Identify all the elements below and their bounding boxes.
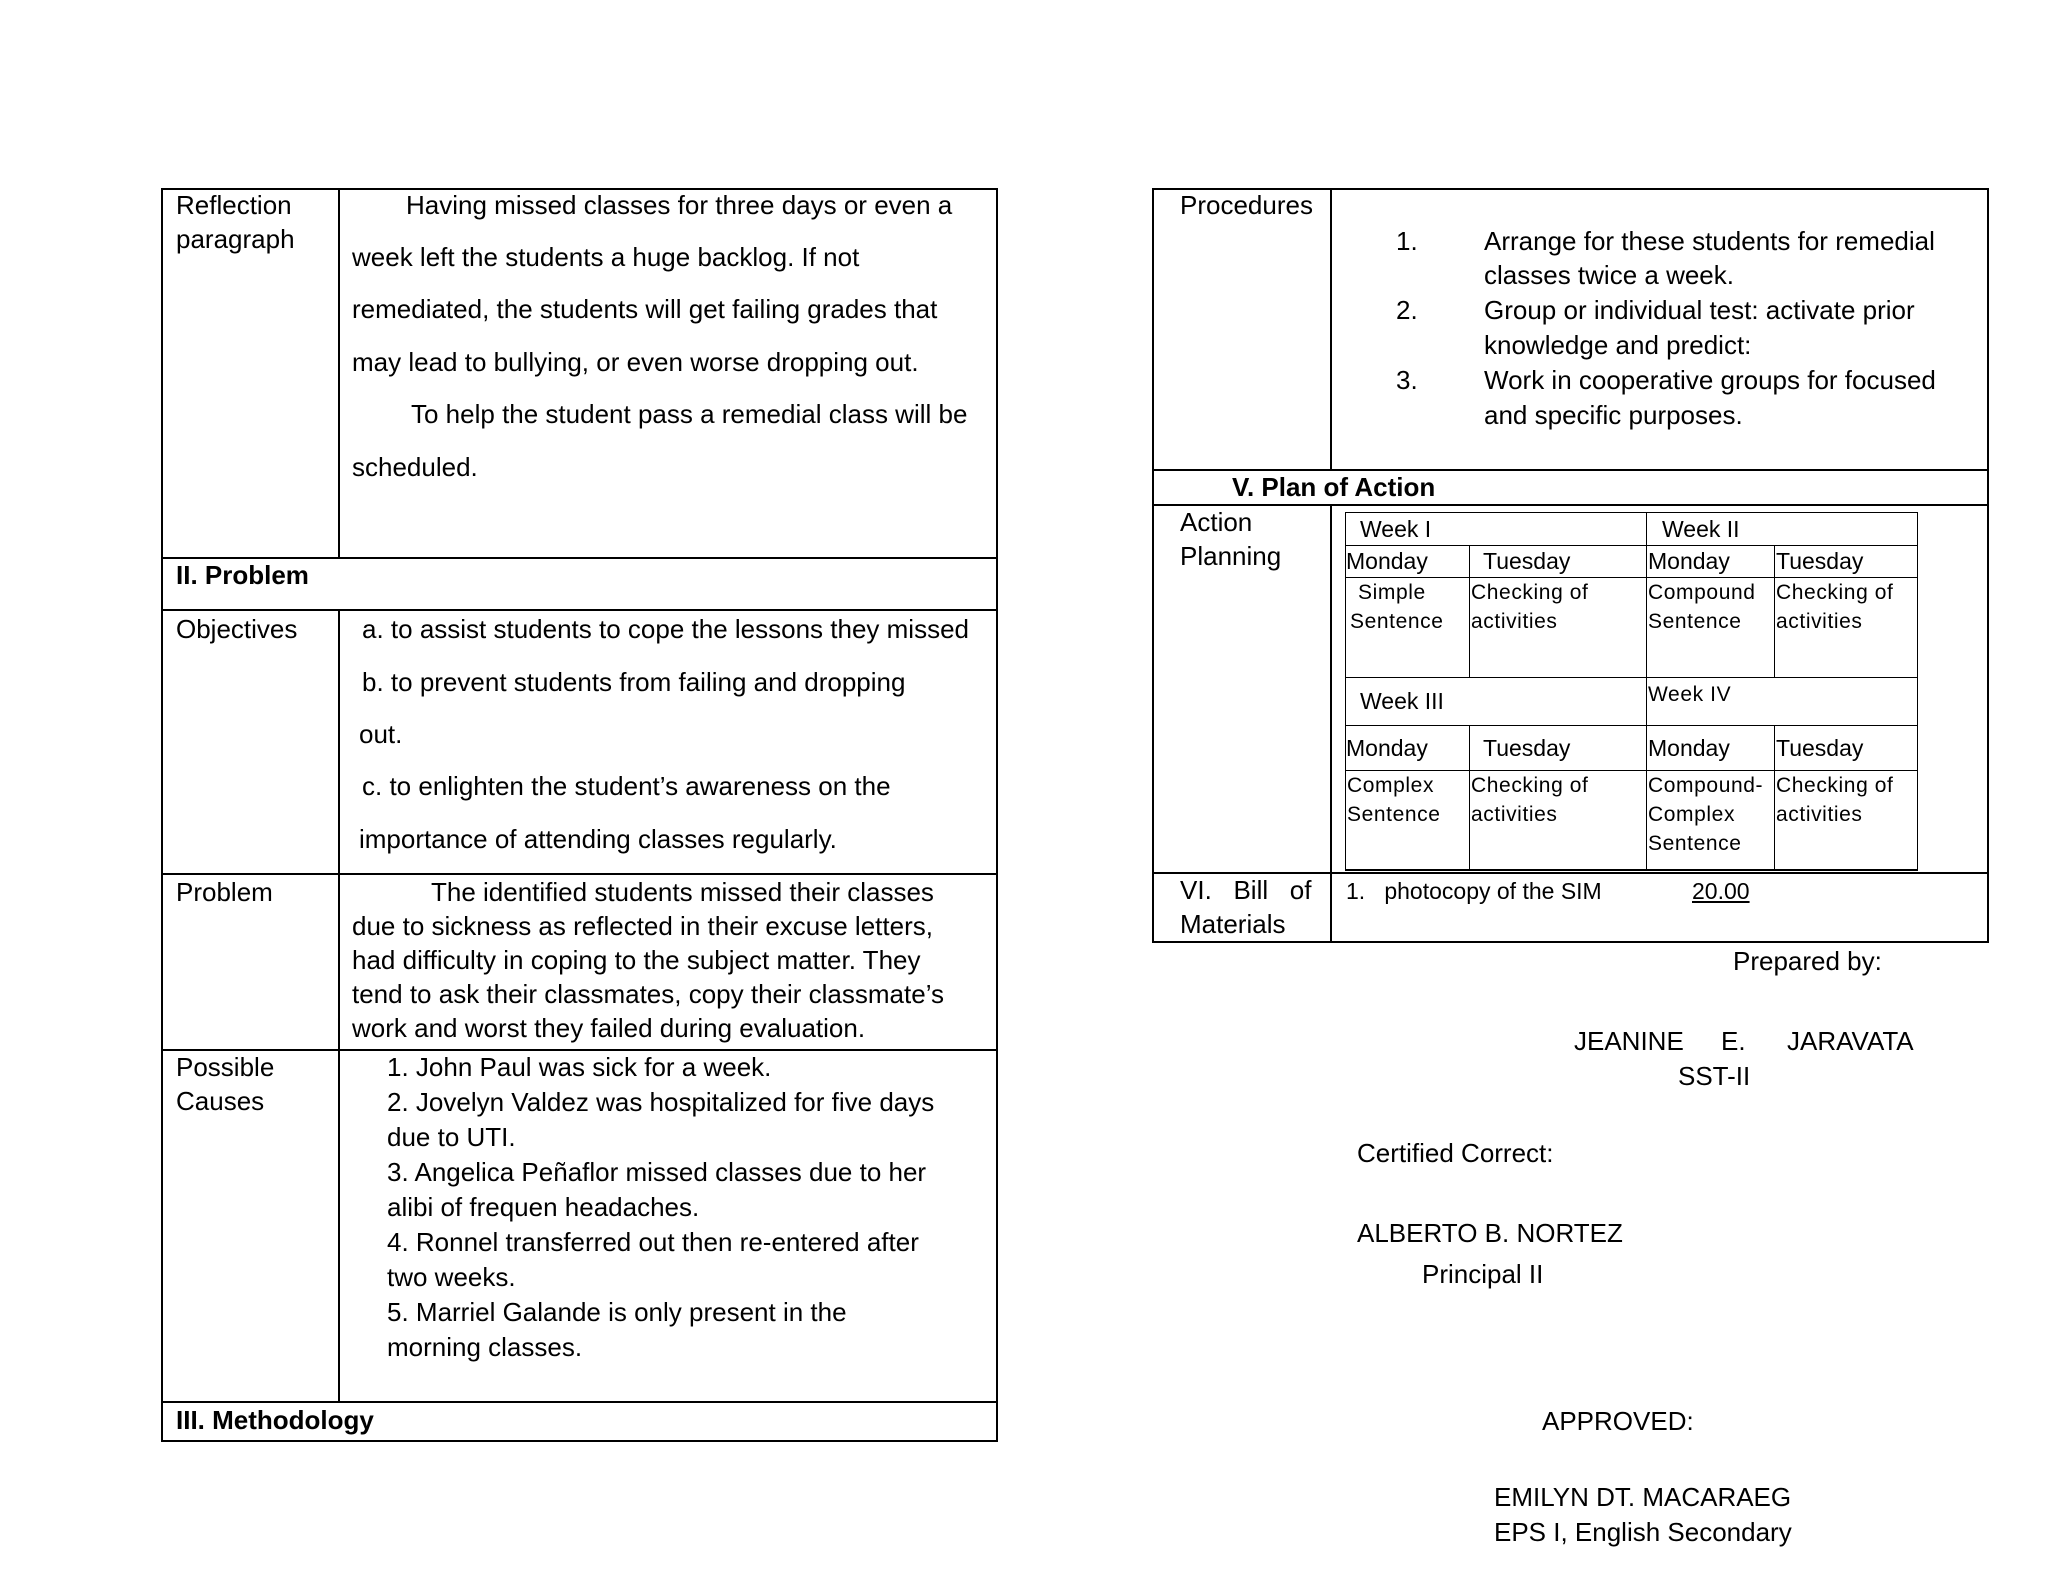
certifier-name: ALBERTO B. NORTEZ bbox=[1357, 1218, 1623, 1248]
objective-item: out. bbox=[359, 719, 403, 749]
bill-amount: 20.00 bbox=[1692, 878, 1750, 904]
objective-item: a. to assist students to cope the lessons they missed bbox=[362, 614, 969, 644]
table-border-right bbox=[996, 188, 998, 1442]
activity-cell: Compound Sentence bbox=[1648, 581, 1756, 633]
day-header: Monday bbox=[1346, 548, 1428, 574]
reflection-line: may lead to bullying, or even worse dropping out. bbox=[352, 347, 919, 377]
day-header: Tuesday bbox=[1483, 548, 1571, 574]
table-border-left bbox=[161, 188, 163, 1442]
day-header: Monday bbox=[1346, 735, 1428, 761]
col-divider bbox=[338, 188, 340, 558]
reflection-line: week left the students a huge backlog. If not bbox=[352, 242, 860, 272]
cause-item: 3. Angelica Peñaflor missed classes due to her bbox=[387, 1157, 927, 1187]
grid-line bbox=[1646, 512, 1647, 870]
procedure-text: Group or individual test: activate prior bbox=[1484, 295, 1915, 325]
col-divider bbox=[1330, 504, 1332, 942]
objective-item: b. to prevent students from failing and dropping bbox=[362, 667, 906, 697]
certifier-position: Principal II bbox=[1422, 1259, 1544, 1289]
procedure-number: 3. bbox=[1396, 365, 1418, 395]
bill-item: 1. photocopy of the SIM bbox=[1346, 878, 1602, 904]
cause-item: 5. Marriel Galande is only present in the bbox=[387, 1297, 847, 1327]
objective-item: c. to enlighten the student’s awareness on the bbox=[362, 771, 891, 801]
day-header: Monday bbox=[1648, 735, 1730, 761]
activity-cell: Checking of activities bbox=[1471, 581, 1589, 633]
day-header: Tuesday bbox=[1776, 735, 1864, 761]
preparer-middle-initial: E. bbox=[1721, 1026, 1746, 1056]
activity-cell: Complex Sentence bbox=[1347, 774, 1441, 826]
problem-label: Problem bbox=[176, 877, 273, 907]
activity-cell: Checking of activities bbox=[1776, 774, 1894, 826]
day-header: Tuesday bbox=[1483, 735, 1571, 761]
cause-item: 4. Ronnel transferred out then re-entered after bbox=[387, 1227, 919, 1257]
day-header: Monday bbox=[1648, 548, 1730, 574]
grid-line bbox=[1917, 512, 1918, 871]
approver-name: EMILYN DT. MACARAEG bbox=[1494, 1482, 1792, 1512]
preparer-last-name: JARAVATA bbox=[1787, 1026, 1914, 1056]
section-header-plan-of-action: V. Plan of Action bbox=[1232, 472, 1436, 502]
cause-item: alibi of frequen headaches. bbox=[387, 1192, 700, 1222]
preparer-position: SST-II bbox=[1678, 1061, 1751, 1091]
objectives-label: Objectives bbox=[176, 614, 298, 644]
procedure-text: classes twice a week. bbox=[1484, 260, 1734, 290]
procedure-text: and specific purposes. bbox=[1484, 400, 1743, 430]
col-divider bbox=[338, 609, 340, 1402]
week-header: Week IV bbox=[1648, 683, 1732, 706]
week-header: Week I bbox=[1360, 516, 1432, 542]
section-header-methodology: III. Methodology bbox=[176, 1405, 374, 1435]
activity-cell: Checking of activities bbox=[1471, 774, 1589, 826]
grid-line bbox=[1345, 869, 1918, 871]
objective-item: importance of attending classes regularly. bbox=[359, 824, 837, 854]
activity-cell: Checking of activities bbox=[1776, 581, 1894, 633]
procedure-number: 1. bbox=[1396, 226, 1418, 256]
cause-item: due to UTI. bbox=[387, 1122, 516, 1152]
reflection-line: Having missed classes for three days or even a bbox=[406, 190, 953, 220]
procedure-text: Work in cooperative groups for focused bbox=[1484, 365, 1936, 395]
section-header-problem: II. Problem bbox=[176, 560, 309, 590]
grid-line bbox=[1774, 545, 1775, 678]
approved-label: APPROVED: bbox=[1542, 1406, 1694, 1436]
row-divider bbox=[161, 609, 998, 611]
causes-label: Possible Causes bbox=[176, 1052, 275, 1116]
reflection-line: scheduled. bbox=[352, 452, 478, 482]
bill-of-materials-label: VI. Bill of Materials bbox=[1180, 875, 1312, 939]
reflection-label: Reflection paragraph bbox=[176, 190, 295, 254]
table-border-bottom bbox=[161, 1440, 998, 1442]
preparer-first-name: JEANINE bbox=[1574, 1026, 1684, 1056]
grid-line bbox=[1469, 545, 1470, 678]
procedure-text: knowledge and predict: bbox=[1484, 330, 1752, 360]
procedure-number: 2. bbox=[1396, 295, 1418, 325]
cause-item: 1. John Paul was sick for a week. bbox=[387, 1052, 772, 1082]
reflection-line: remediated, the students will get failing grades that bbox=[352, 294, 938, 324]
cause-item: morning classes. bbox=[387, 1332, 583, 1362]
activity-cell: Compound- Complex Sentence bbox=[1648, 774, 1764, 855]
problem-line: work and worst they failed during evaluation. bbox=[352, 1013, 866, 1043]
table-border-right bbox=[1987, 188, 1989, 943]
week-header: Week III bbox=[1360, 688, 1444, 714]
procedures-label: Procedures bbox=[1180, 190, 1313, 220]
table-border-left bbox=[1152, 188, 1154, 943]
problem-line: The identified students missed their classes bbox=[431, 877, 934, 907]
day-header: Tuesday bbox=[1776, 548, 1864, 574]
procedure-text: Arrange for these students for remedial bbox=[1484, 226, 1935, 256]
col-divider bbox=[1330, 188, 1332, 470]
problem-line: had difficulty in coping to the subject matter. They bbox=[352, 945, 921, 975]
grid-line bbox=[1774, 725, 1775, 870]
cause-item: 2. Jovelyn Valdez was hospitalized for five days bbox=[387, 1087, 935, 1117]
activity-cell: Simple Sentence bbox=[1350, 581, 1444, 633]
problem-line: tend to ask their classmates, copy their classmate’s bbox=[352, 979, 944, 1009]
approver-position: EPS I, English Secondary bbox=[1494, 1517, 1792, 1547]
reflection-line: To help the student pass a remedial class will be bbox=[411, 399, 968, 429]
certified-label: Certified Correct: bbox=[1357, 1138, 1554, 1168]
cause-item: two weeks. bbox=[387, 1262, 516, 1292]
grid-line bbox=[1469, 725, 1470, 870]
action-planning-label: Action Planning bbox=[1180, 507, 1282, 571]
problem-line: due to sickness as reflected in their excuse letters, bbox=[352, 911, 933, 941]
week-header: Week II bbox=[1662, 516, 1740, 542]
prepared-by-label: Prepared by: bbox=[1733, 946, 1882, 976]
table-border-bottom bbox=[1152, 941, 1989, 943]
